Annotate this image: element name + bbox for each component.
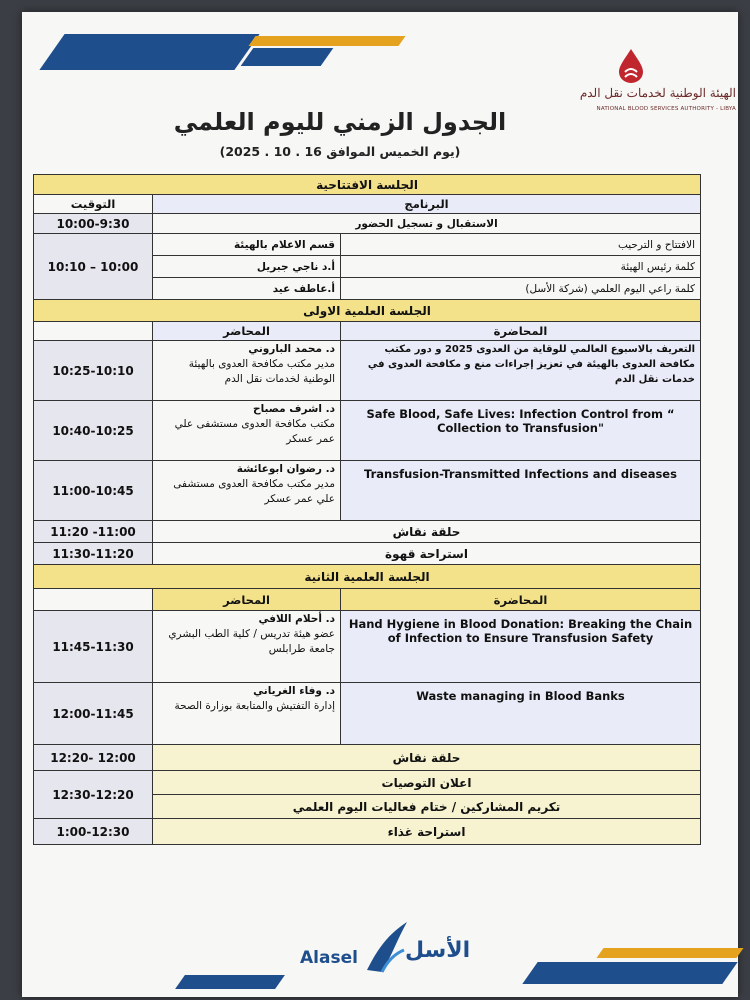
discussion-item: حلقة نقاش	[153, 521, 701, 543]
lecture-title: Safe Blood, Safe Lives: Infection Control from “ Collection to Transfusion"	[341, 401, 701, 461]
table-row	[34, 234, 701, 256]
time-cell: 10:40-10:25	[34, 401, 153, 461]
alasel-logo	[300, 920, 480, 980]
event-date: (يوم الخميس الموافق 16 . 10 . 2025)	[219, 144, 461, 159]
table-row	[34, 461, 701, 521]
empty-cell	[34, 589, 153, 611]
col-header-lecture: المحاضرة	[341, 322, 701, 341]
time-cell: 11:45-11:30	[34, 611, 153, 683]
time-cell: 12:20- 12:00	[34, 745, 153, 771]
column-header-row	[34, 322, 701, 341]
section-header-row	[34, 175, 701, 195]
lecture-title: Transfusion-Transmitted Infections and diseases	[341, 461, 701, 521]
decorative-stripe	[175, 975, 285, 989]
lecture-title: Waste managing in Blood Banks	[341, 683, 701, 745]
section-title-session2: الجلسة العلمية الثانية	[34, 565, 701, 589]
speaker-cell	[153, 611, 341, 683]
program-item: الافتتاح و الترحيب	[341, 234, 701, 256]
table-row	[34, 771, 701, 795]
blood-drop-icon	[616, 48, 646, 84]
table-row	[34, 341, 701, 401]
col-header-program: البرنامج	[153, 195, 701, 214]
table-row	[34, 521, 701, 543]
time-cell: 11:30-11:20	[34, 543, 153, 565]
time-cell: 10:25-10:10	[34, 341, 153, 401]
authority-logo	[566, 48, 736, 123]
speaker-role: مدير مكتب مكافحة العدوى بالهيئة الوطنية لخدمات نقل الدم	[188, 358, 335, 386]
speaker-cell	[153, 683, 341, 745]
program-item: كلمة رئيس الهيئة	[341, 256, 701, 278]
speaker-cell	[153, 401, 341, 461]
time-cell: 11:20 -11:00	[34, 521, 153, 543]
time-cell: 1:00-12:30	[34, 819, 153, 845]
col-header-time: التوقيت	[34, 195, 153, 214]
closing-item: تكريم المشاركين / ختام فعاليات اليوم العلمي	[153, 795, 701, 819]
decorative-stripe	[241, 48, 334, 66]
time-cell: 10:00-9:30	[34, 214, 153, 234]
speaker-role: إدارة التفتيش والمتابعة بوزارة الصحة	[174, 700, 335, 713]
section-title-opening: الجلسة الافتتاحية	[34, 175, 701, 195]
speaker-name: د. محمد الباروني	[248, 343, 335, 355]
speaker-name: د. وفاء الغرياني	[253, 685, 335, 697]
table-row	[34, 543, 701, 565]
program-presenter: أ.د ناجي جبريل	[153, 256, 341, 278]
lunch-break-item: استراحة غذاء	[153, 819, 701, 845]
time-cell: 11:00-10:45	[34, 461, 153, 521]
table-row	[34, 611, 701, 683]
col-header-speaker: المحاضر	[153, 322, 341, 341]
time-cell: 10:10 – 10:00	[34, 234, 153, 300]
section-header-row	[34, 565, 701, 589]
program-presenter: أ.عاطف عيد	[153, 278, 341, 300]
decorative-stripe	[522, 962, 737, 984]
table-row	[34, 819, 701, 845]
time-cell: 12:30-12:20	[34, 771, 153, 819]
decorative-stripe	[39, 34, 259, 70]
section-header-row	[34, 300, 701, 322]
speaker-name: د. رضوان ابوعائشة	[236, 463, 335, 475]
authority-name-ar: الهيئة الوطنية لخدمات نقل الدم	[579, 86, 736, 100]
lecture-title: التعريف بالاسبوع العالمي للوقاية من العدوى 2025 و دور مكتب مكافحة العدوى بالهيئة في تعزيز إجراءات منع و مكافحة العدوى في خدمات نقل الدم	[341, 341, 701, 401]
program-item: كلمة راعي اليوم العلمي (شركة الأسل)	[341, 278, 701, 300]
reception-item: الاستقبال و تسجيل الحضور	[153, 214, 701, 234]
column-header-row	[34, 195, 701, 214]
column-header-row	[34, 589, 701, 611]
alasel-name-ar: الأسل	[405, 938, 471, 963]
schedule-table	[33, 174, 701, 845]
time-cell: 12:00-11:45	[34, 683, 153, 745]
table-row	[34, 683, 701, 745]
decorative-stripe	[596, 948, 743, 958]
col-header-lecture: المحاضرة	[341, 589, 701, 611]
speaker-cell	[153, 341, 341, 401]
empty-cell	[34, 322, 153, 341]
table-row	[34, 214, 701, 234]
lecture-title: Hand Hygiene in Blood Donation: Breaking the Chain of Infection to Ensure Transfusion Safety	[341, 611, 701, 683]
page-title: الجدول الزمني لليوم العلمي	[173, 108, 507, 136]
program-presenter: قسم الاعلام بالهيئة	[153, 234, 341, 256]
speaker-name: د. أحلام اللافي	[258, 613, 335, 625]
discussion-item: حلقة نقاش	[153, 745, 701, 771]
coffee-break-item: استراحة قهوة	[153, 543, 701, 565]
alasel-name-en: Alasel	[300, 948, 358, 968]
speaker-cell	[153, 461, 341, 521]
section-title-session1: الجلسة العلمية الاولى	[34, 300, 701, 322]
recommendations-item: اعلان التوصيات	[153, 771, 701, 795]
col-header-speaker: المحاضر	[153, 589, 341, 611]
speaker-name: د. اشرف مصباح	[253, 403, 335, 415]
speaker-role: مكتب مكافحة العدوى مستشفى علي عمر عسكر	[174, 418, 335, 446]
table-row	[34, 401, 701, 461]
authority-name-en: NATIONAL BLOOD SERVICES AUTHORITY - LIBYA	[596, 106, 736, 112]
decorative-stripe	[248, 36, 405, 46]
speaker-role: عضو هيئة تدريس / كلية الطب البشري جامعة طرابلس	[168, 628, 335, 656]
table-row	[34, 745, 701, 771]
speaker-role: مدير مكتب مكافحة العدوى مستشفى علي عمر عسكر	[173, 478, 335, 506]
